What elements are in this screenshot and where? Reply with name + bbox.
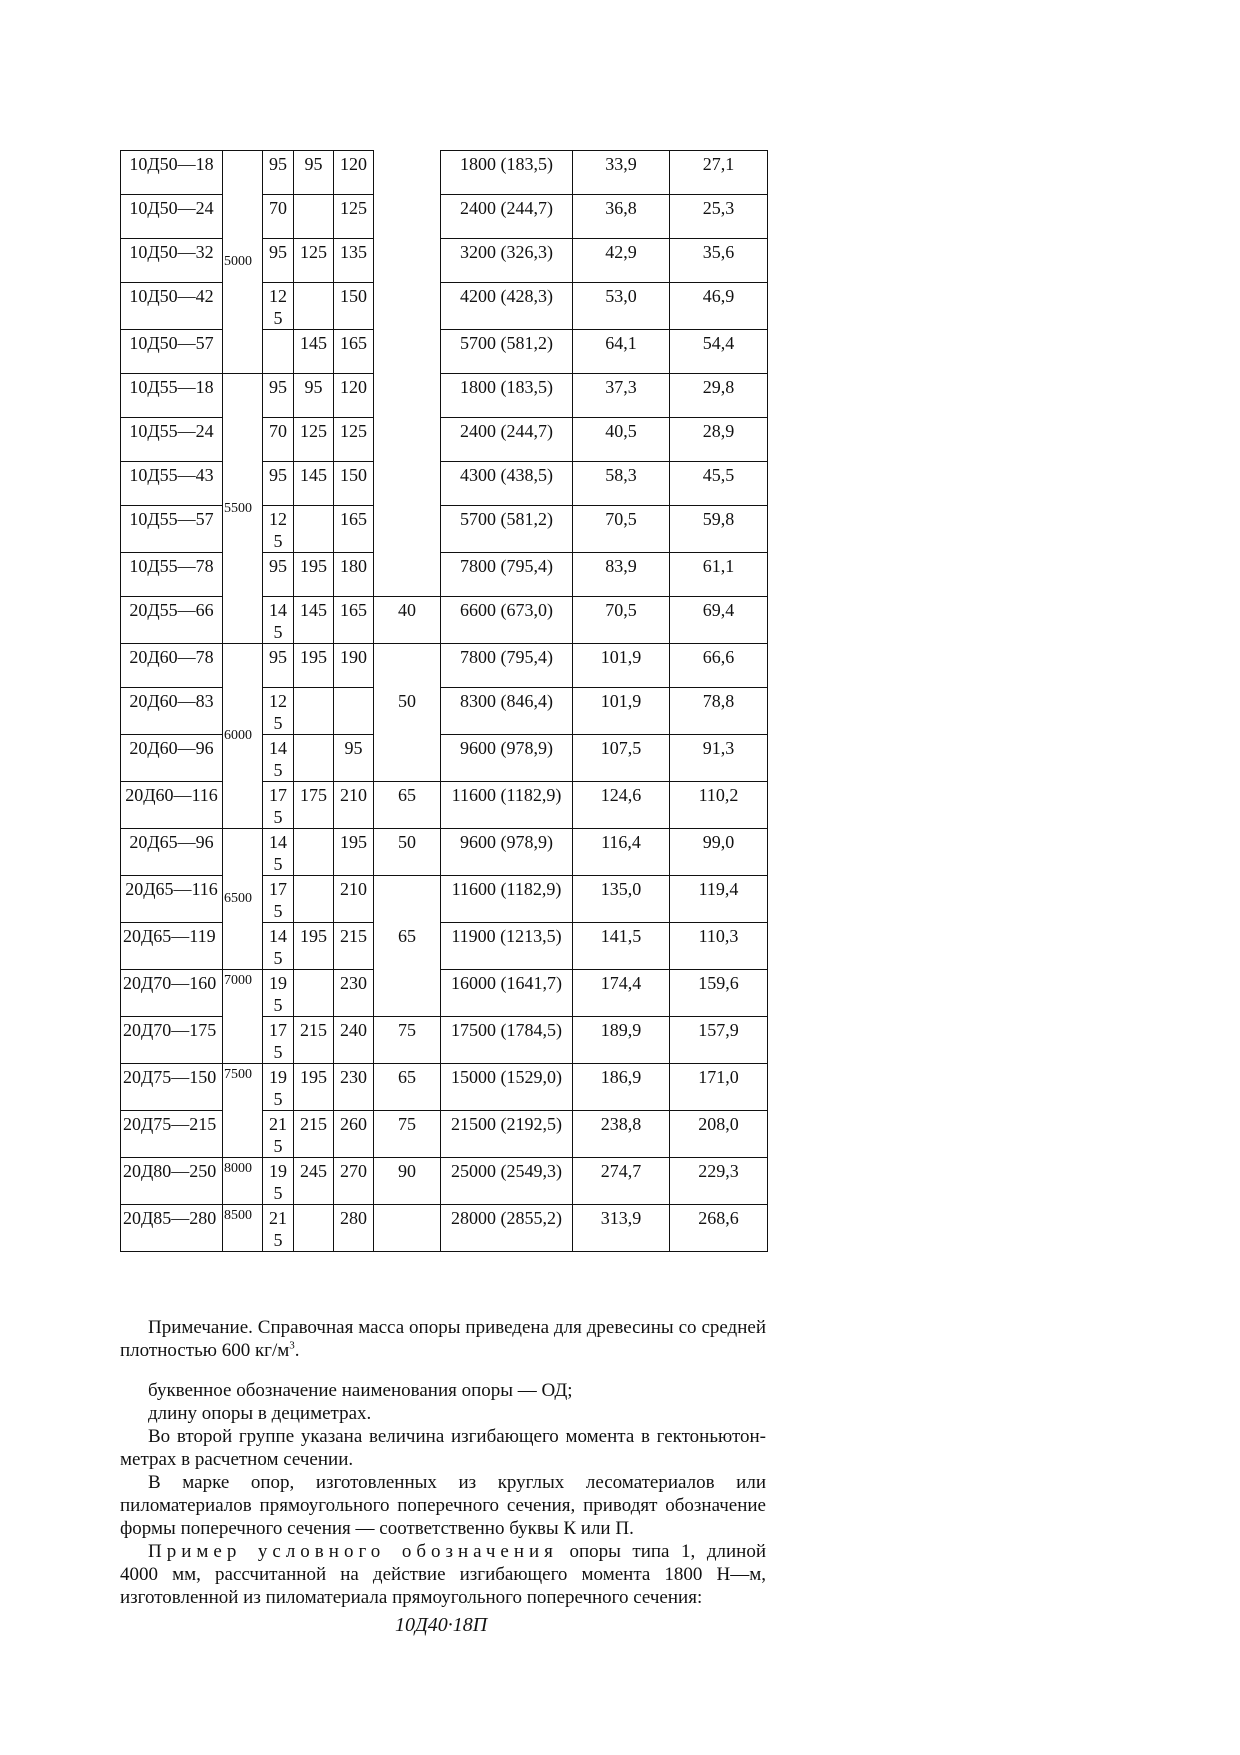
dim-cell (374, 239, 441, 283)
table-row (121, 462, 768, 506)
table-row (121, 644, 768, 688)
mass-cell: 268,6 (670, 1205, 768, 1252)
length-cell: 7000 (223, 970, 263, 1064)
body-paragraph: В марке опор, изготовленных из круглых лесоматериалов или пиломатериалов прямоугольного поперечного сечения, приводят обозначение формы поперечного сечения — соответственно буквы К или П. (120, 1472, 766, 1539)
mass-cell: 66,6 (670, 644, 768, 688)
dim-cell: 195 (294, 923, 334, 970)
moment-cell: 11900 (1213,5) (441, 923, 573, 970)
table-note (120, 1316, 766, 1362)
mass-cell: 229,3 (670, 1158, 768, 1205)
table-row (121, 239, 768, 283)
mass-cell: 174,4 (573, 970, 670, 1017)
dim-cell: 125 (263, 283, 294, 330)
dim-cell: 145 (263, 735, 294, 782)
moment-cell: 5700 (581,2) (441, 330, 573, 374)
dim-cell: 145 (294, 462, 334, 506)
dim-cell: 230 (334, 970, 374, 1017)
mass-cell: 69,4 (670, 597, 768, 644)
table-row (121, 506, 768, 553)
mass-cell: 119,4 (670, 876, 768, 923)
moment-cell: 2400 (244,7) (441, 195, 573, 239)
mark-cell: 20Д65—96 (121, 829, 223, 876)
moment-cell: 17500 (1784,5) (441, 1017, 573, 1064)
mark-cell: 20Д60—116 (121, 782, 223, 829)
moment-cell: 2400 (244,7) (441, 418, 573, 462)
dim-cell (374, 644, 441, 688)
dim-cell (294, 688, 334, 735)
length-cell: 8500 (223, 1205, 263, 1252)
length-cell: 5000 (223, 151, 263, 374)
dim-cell: 210 (334, 876, 374, 923)
dim-cell (374, 330, 441, 374)
moment-cell: 11600 (1182,9) (441, 782, 573, 829)
dim-cell (294, 876, 334, 923)
mass-cell: 208,0 (670, 1111, 768, 1158)
mass-cell: 37,3 (573, 374, 670, 418)
mark-cell: 20Д65—116 (121, 876, 223, 923)
dim-cell: 195 (263, 970, 294, 1017)
dim-cell: 90 (374, 1158, 441, 1205)
mass-cell: 107,5 (573, 735, 670, 782)
dim-cell: 270 (334, 1158, 374, 1205)
mass-cell: 45,5 (670, 462, 768, 506)
table-row (121, 970, 768, 1017)
support-spec-table (120, 150, 768, 1252)
dim-cell: 95 (263, 553, 294, 597)
example-paragraph (120, 1540, 766, 1609)
moment-cell: 9600 (978,9) (441, 735, 573, 782)
moment-cell: 4300 (438,5) (441, 462, 573, 506)
example-designation: 10Д40·18П (395, 1614, 488, 1636)
dim-cell (294, 829, 334, 876)
table-row (121, 688, 768, 735)
mass-cell: 61,1 (670, 553, 768, 597)
mark-cell: 20Д55—66 (121, 597, 223, 644)
moment-cell: 8300 (846,4) (441, 688, 573, 735)
mark-cell: 20Д70—160 (121, 970, 223, 1017)
dim-cell (374, 553, 441, 597)
dim-cell: 120 (334, 151, 374, 195)
mass-cell: 313,9 (573, 1205, 670, 1252)
dim-cell: 215 (263, 1205, 294, 1252)
moment-cell: 7800 (795,4) (441, 644, 573, 688)
mark-cell: 20Д65—119 (121, 923, 223, 970)
dim-cell: 150 (334, 283, 374, 330)
mass-cell: 27,1 (670, 151, 768, 195)
mass-cell: 141,5 (573, 923, 670, 970)
mass-cell: 29,8 (670, 374, 768, 418)
dim-cell: 125 (294, 418, 334, 462)
mark-cell: 10Д55—24 (121, 418, 223, 462)
dim-cell: 195 (263, 1158, 294, 1205)
dim-cell (294, 195, 334, 239)
dim-cell: 145 (263, 597, 294, 644)
table-row (121, 1064, 768, 1111)
example-text: опоры типа 1, длиной 4000 мм, рассчитанной на действие изгибающего момента 1800 Н—м, изготовленной из пиломатериала прямоугольного поперечного сечения: (120, 1541, 766, 1608)
dim-cell: 180 (334, 553, 374, 597)
mass-cell: 33,9 (573, 151, 670, 195)
dim-cell: 245 (294, 1158, 334, 1205)
mass-cell: 157,9 (670, 1017, 768, 1064)
length-cell: 6500 (223, 829, 263, 970)
dim-cell (374, 151, 441, 195)
mass-cell: 46,9 (670, 283, 768, 330)
mark-cell: 20Д60—83 (121, 688, 223, 735)
moment-cell: 3200 (326,3) (441, 239, 573, 283)
mass-cell: 189,9 (573, 1017, 670, 1064)
dim-cell (294, 506, 334, 553)
mass-cell: 159,6 (670, 970, 768, 1017)
dim-cell: 215 (334, 923, 374, 970)
dim-cell: 230 (334, 1064, 374, 1111)
table-row (121, 374, 768, 418)
mark-cell: 10Д50—42 (121, 283, 223, 330)
dim-cell (374, 876, 441, 923)
dim-cell: 175 (263, 782, 294, 829)
dim-cell (294, 970, 334, 1017)
dim-cell: 145 (294, 330, 334, 374)
table-row (121, 1017, 768, 1064)
length-cell: 7500 (223, 1064, 263, 1158)
moment-cell: 7800 (795,4) (441, 553, 573, 597)
dim-cell: 280 (334, 1205, 374, 1252)
mass-cell: 42,9 (573, 239, 670, 283)
moment-cell: 1800 (183,5) (441, 374, 573, 418)
dim-cell: 50 (374, 688, 441, 735)
table-row (121, 330, 768, 374)
mass-cell: 171,0 (670, 1064, 768, 1111)
dim-cell (263, 330, 294, 374)
dim-cell (334, 688, 374, 735)
mass-cell: 36,8 (573, 195, 670, 239)
note-superscript: 3 (289, 1339, 295, 1352)
dim-cell: 65 (374, 782, 441, 829)
table-row (121, 1158, 768, 1205)
mass-cell: 135,0 (573, 876, 670, 923)
mark-cell: 10Д55—18 (121, 374, 223, 418)
dim-cell: 95 (263, 462, 294, 506)
mark-cell: 10Д50—18 (121, 151, 223, 195)
table-row (121, 151, 768, 195)
dim-cell: 95 (263, 151, 294, 195)
body-line: длину опоры в дециметрах. (148, 1403, 372, 1424)
mass-cell: 70,5 (573, 506, 670, 553)
dim-cell: 95 (263, 374, 294, 418)
mark-cell: 20Д70—175 (121, 1017, 223, 1064)
mass-cell: 54,4 (670, 330, 768, 374)
dim-cell: 95 (294, 374, 334, 418)
mass-cell: 101,9 (573, 644, 670, 688)
dim-cell: 125 (334, 418, 374, 462)
mark-cell: 10Д55—78 (121, 553, 223, 597)
dim-cell: 70 (263, 195, 294, 239)
dim-cell: 145 (263, 829, 294, 876)
dim-cell (294, 735, 334, 782)
dim-cell: 195 (334, 829, 374, 876)
moment-cell: 21500 (2192,5) (441, 1111, 573, 1158)
dim-cell (374, 970, 441, 1017)
table-row (121, 782, 768, 829)
moment-cell: 9600 (978,9) (441, 829, 573, 876)
table-row (121, 597, 768, 644)
length-cell: 8000 (223, 1158, 263, 1205)
table-row (121, 876, 768, 923)
mass-cell: 40,5 (573, 418, 670, 462)
dim-cell: 215 (294, 1111, 334, 1158)
dim-cell: 75 (374, 1111, 441, 1158)
dim-cell: 175 (263, 876, 294, 923)
dim-cell: 40 (374, 597, 441, 644)
mass-cell: 78,8 (670, 688, 768, 735)
dim-cell: 260 (334, 1111, 374, 1158)
dim-cell: 195 (294, 644, 334, 688)
moment-cell: 28000 (2855,2) (441, 1205, 573, 1252)
dim-cell: 50 (374, 829, 441, 876)
dim-cell (294, 1205, 334, 1252)
dim-cell: 95 (294, 151, 334, 195)
dim-cell: 125 (263, 506, 294, 553)
mark-cell: 20Д75—215 (121, 1111, 223, 1158)
mark-cell: 20Д80—250 (121, 1158, 223, 1205)
mark-cell: 10Д50—24 (121, 195, 223, 239)
dim-cell (374, 506, 441, 553)
dim-cell (374, 418, 441, 462)
dim-cell: 150 (334, 462, 374, 506)
moment-cell: 11600 (1182,9) (441, 876, 573, 923)
dim-cell: 210 (334, 782, 374, 829)
dim-cell: 135 (334, 239, 374, 283)
dim-cell: 175 (294, 782, 334, 829)
dim-cell (374, 1205, 441, 1252)
dim-cell: 165 (334, 597, 374, 644)
body-paragraph: Во второй группе указана величина изгибающего момента в гектоньютон-метрах в расчетном сечении. (120, 1426, 766, 1470)
mass-cell: 28,9 (670, 418, 768, 462)
dim-cell: 195 (294, 1064, 334, 1111)
mark-cell: 20Д85—280 (121, 1205, 223, 1252)
moment-cell: 6600 (673,0) (441, 597, 573, 644)
mark-cell: 10Д50—32 (121, 239, 223, 283)
dim-cell: 195 (294, 553, 334, 597)
dim-cell: 175 (263, 1017, 294, 1064)
mass-cell: 59,8 (670, 506, 768, 553)
note-end: . (294, 1340, 300, 1361)
mark-cell: 20Д60—96 (121, 735, 223, 782)
dim-cell: 215 (294, 1017, 334, 1064)
dim-cell (374, 735, 441, 782)
mass-cell: 35,6 (670, 239, 768, 283)
mass-cell: 110,3 (670, 923, 768, 970)
mass-cell: 101,9 (573, 688, 670, 735)
table-row (121, 1111, 768, 1158)
moment-cell: 25000 (2549,3) (441, 1158, 573, 1205)
mass-cell: 238,8 (573, 1111, 670, 1158)
note-text: Примечание. Справочная масса опоры приведена для древесины со средней плотностью 600 кг/м (120, 1317, 766, 1361)
mass-cell: 274,7 (573, 1158, 670, 1205)
table-row (121, 735, 768, 782)
dim-cell: 165 (334, 506, 374, 553)
dim-cell (374, 462, 441, 506)
mass-cell: 58,3 (573, 462, 670, 506)
mass-cell: 186,9 (573, 1064, 670, 1111)
example-heading: Пример условного обозначения (148, 1541, 558, 1562)
dim-cell: 65 (374, 1064, 441, 1111)
mass-cell: 83,9 (573, 553, 670, 597)
mass-cell: 53,0 (573, 283, 670, 330)
moment-cell: 15000 (1529,0) (441, 1064, 573, 1111)
dim-cell (374, 195, 441, 239)
dim-cell: 95 (263, 644, 294, 688)
dim-cell: 95 (334, 735, 374, 782)
moment-cell: 5700 (581,2) (441, 506, 573, 553)
dim-cell: 240 (334, 1017, 374, 1064)
mark-cell: 10Д55—57 (121, 506, 223, 553)
mass-cell: 70,5 (573, 597, 670, 644)
moment-cell: 16000 (1641,7) (441, 970, 573, 1017)
mass-cell: 124,6 (573, 782, 670, 829)
dim-cell: 120 (334, 374, 374, 418)
dim-cell: 65 (374, 923, 441, 970)
mark-cell: 10Д55—43 (121, 462, 223, 506)
dim-cell (374, 374, 441, 418)
table-row (121, 283, 768, 330)
dim-cell: 75 (374, 1017, 441, 1064)
table-row (121, 1205, 768, 1252)
dim-cell (294, 283, 334, 330)
dim-cell: 215 (263, 1111, 294, 1158)
moment-cell: 4200 (428,3) (441, 283, 573, 330)
length-cell: 5500 (223, 374, 263, 644)
mark-cell: 20Д60—78 (121, 644, 223, 688)
body-line: буквенное обозначение наименования опоры — ОД; (148, 1380, 573, 1401)
table-row (121, 418, 768, 462)
dim-cell: 125 (294, 239, 334, 283)
table-row (121, 553, 768, 597)
dim-cell: 195 (263, 1064, 294, 1111)
dim-cell: 125 (263, 688, 294, 735)
dim-cell (374, 283, 441, 330)
dim-cell: 165 (334, 330, 374, 374)
mass-cell: 64,1 (573, 330, 670, 374)
moment-cell: 1800 (183,5) (441, 151, 573, 195)
mass-cell: 91,3 (670, 735, 768, 782)
dim-cell: 145 (294, 597, 334, 644)
dim-cell: 70 (263, 418, 294, 462)
table-row (121, 195, 768, 239)
mass-cell: 110,2 (670, 782, 768, 829)
mass-cell: 99,0 (670, 829, 768, 876)
mark-cell: 10Д50—57 (121, 330, 223, 374)
dim-cell: 190 (334, 644, 374, 688)
table-row (121, 829, 768, 876)
length-cell: 6000 (223, 644, 263, 829)
mass-cell: 25,3 (670, 195, 768, 239)
table-row (121, 923, 768, 970)
dim-cell: 95 (263, 239, 294, 283)
mark-cell: 20Д75—150 (121, 1064, 223, 1111)
dim-cell: 145 (263, 923, 294, 970)
body-text (120, 1379, 766, 1609)
mass-cell: 116,4 (573, 829, 670, 876)
dim-cell: 125 (334, 195, 374, 239)
